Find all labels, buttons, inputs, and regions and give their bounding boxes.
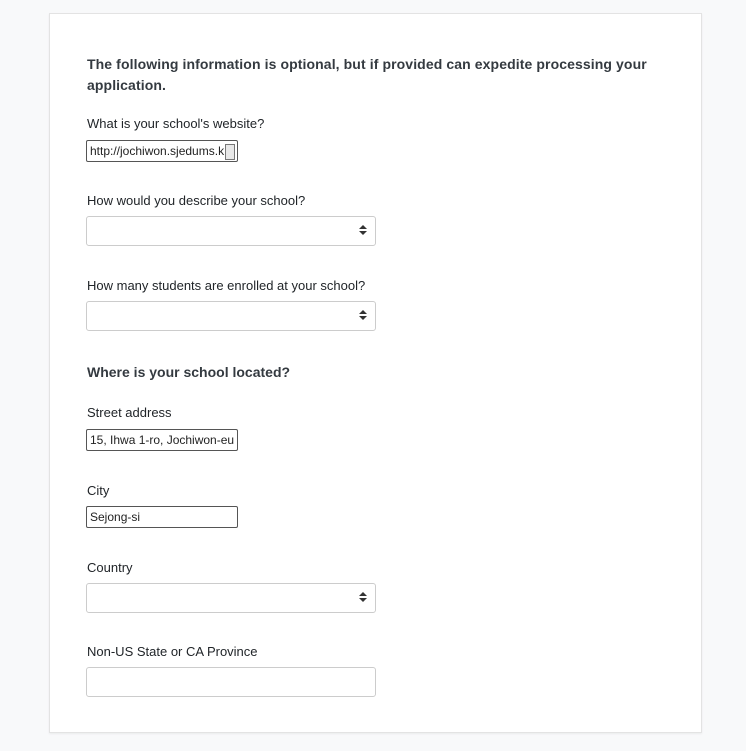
- city-label: City: [87, 483, 110, 498]
- street-input[interactable]: [86, 429, 238, 451]
- province-label: Non-US State or CA Province: [87, 644, 258, 659]
- enrollment-label: How many students are enrolled at your school?: [87, 278, 366, 293]
- location-section-title: Where is your school located?: [87, 364, 291, 380]
- school-description-select[interactable]: [86, 216, 376, 246]
- country-select[interactable]: [86, 583, 376, 613]
- website-value: http://jochiwon.sjedums.k: [90, 144, 225, 158]
- enrollment-select[interactable]: [86, 301, 376, 331]
- province-input[interactable]: [86, 667, 376, 697]
- city-input[interactable]: [86, 506, 238, 528]
- website-label: What is your school's website?: [87, 116, 265, 131]
- text-cursor-icon: [225, 144, 235, 160]
- chevron-up-down-icon: [359, 592, 367, 604]
- website-input[interactable]: [86, 140, 238, 162]
- street-label: Street address: [87, 405, 172, 420]
- school-description-label: How would you describe your school?: [87, 193, 306, 208]
- intro-text: The following information is optional, but if provided can expedite processing your application.: [87, 56, 647, 93]
- city-value: Sejong-si: [90, 510, 141, 524]
- street-value: 15, Ihwa 1-ro, Jochiwon-eu: [90, 433, 235, 447]
- optional-info-card: [49, 13, 702, 733]
- chevron-up-down-icon: [359, 225, 367, 237]
- chevron-up-down-icon: [359, 310, 367, 322]
- country-label: Country: [87, 560, 133, 575]
